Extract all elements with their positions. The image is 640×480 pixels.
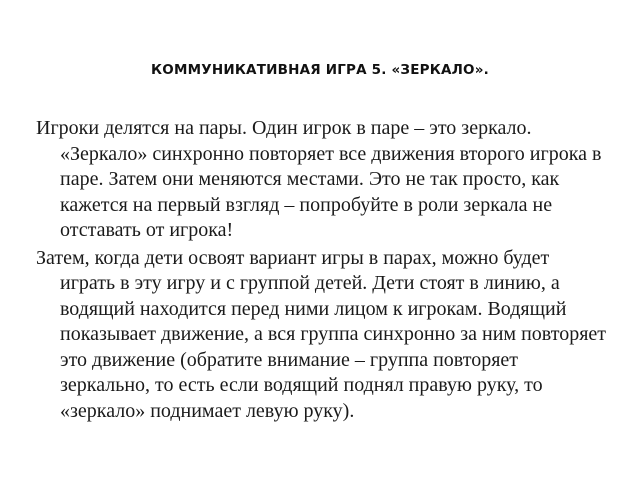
paragraph-group: Затем, когда дети освоят вариант игры в парах, можно будет играть в эту игру и с группой детей. Дети стоят в линию, а водящий находится перед ними лицом к игрокам. Водящий показывает движение, а вся группа синхронно за ним повторяет это движение (обратите внимание – группа повторяет зеркально, то есть если водящий поднял правую руку, то «зеркало» поднимает левую руку). bbox=[36, 246, 607, 422]
slide-body bbox=[36, 116, 606, 426]
paragraph-pairs: Игроки делятся на пары. Один игрок в паре – это зеркало. «Зеркало» синхронно повторяет все движения второго игрока в паре. Затем они меняются местами. Это не так просто, как кажется на первый взгляд – попробуйте в роли зеркала не отставать от игрока! bbox=[36, 117, 602, 241]
slide-title: КОММУНИКАТИВНАЯ ИГРА 5. «ЗЕРКАЛО». bbox=[151, 62, 489, 78]
